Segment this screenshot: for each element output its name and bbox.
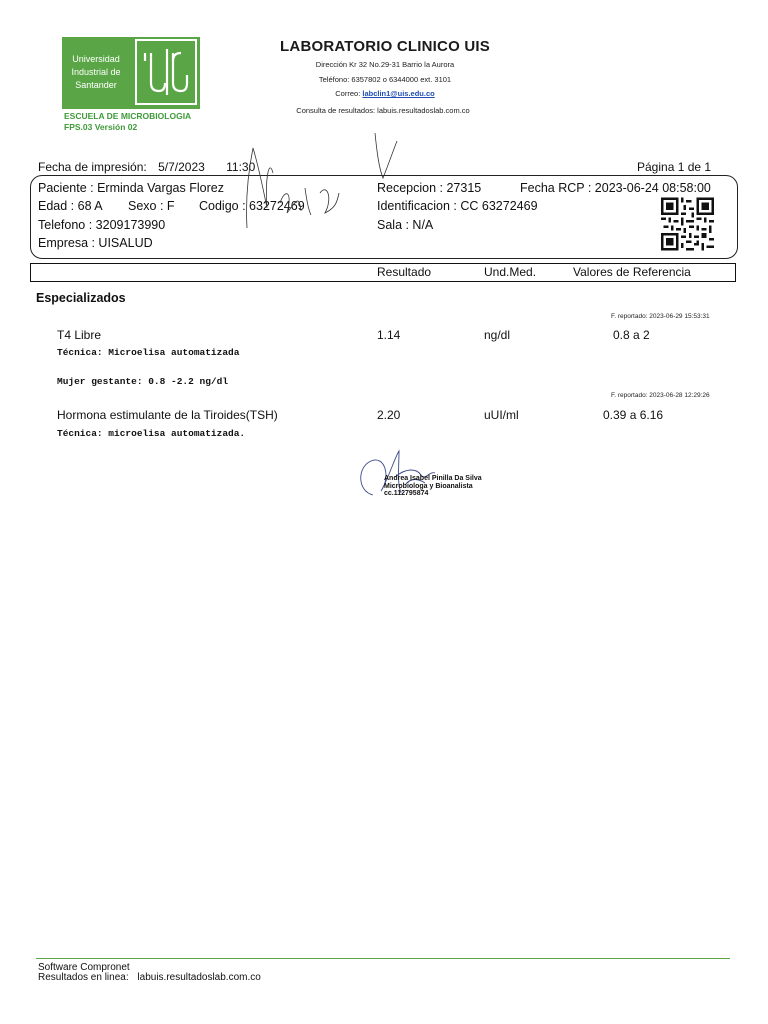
print-date-row: [38, 160, 255, 174]
test-1-note-pregnancy: Mujer gestante: 0.8 -2.2 ng/dl: [57, 376, 229, 387]
university-name: [66, 53, 126, 92]
print-date-label: Fecha de impresión:: [38, 160, 147, 174]
patient-room: Sala : N/A: [377, 218, 434, 232]
university-line-1: Universidad: [72, 54, 120, 64]
test-1-note-technique: Técnica: Microelisa automatizada: [57, 347, 240, 358]
footer-divider: [36, 958, 730, 959]
column-unit: Und.Med.: [484, 265, 537, 279]
reception-number: Recepcion : 27315: [377, 181, 482, 195]
handwritten-marks: [225, 133, 425, 233]
qr-code-icon: [661, 197, 714, 251]
school-block: [64, 111, 191, 133]
school-name: ESCUELA DE MICROBIOLOGIA: [64, 111, 192, 121]
lab-results-site: Consulta de resultados: labuis.resultadoslab.com.co: [296, 106, 470, 115]
lab-email-label: Correo:: [335, 89, 361, 98]
uis-emblem-icon: [135, 39, 197, 105]
patient-identification: Identificacion : CC 63272469: [377, 199, 538, 213]
column-result: Resultado: [377, 265, 432, 279]
column-reference: Valores de Referencia: [573, 265, 691, 279]
print-date: 5/7/2023: [158, 160, 205, 174]
patient-name: Paciente : Erminda Vargas Florez: [38, 181, 224, 195]
test-1-unit: ng/dl: [484, 328, 511, 342]
signer-name: Andrea Isabel Pinilla Da Silva: [384, 475, 482, 482]
test-2-reference: 0.39 a 6.16: [603, 408, 664, 422]
footer-software: Software Compronet: [38, 962, 130, 973]
section-title: Especializados: [36, 291, 126, 305]
patient-phone: Telefono : 3209173990: [38, 218, 166, 232]
test-2-unit: uUI/ml: [484, 408, 519, 422]
signature-block: [384, 475, 482, 498]
patient-company: Empresa : UISALUD: [38, 236, 153, 250]
lab-address: Dirección Kr 32 No.29-31 Barrio la Aurora: [315, 60, 455, 69]
test-2-name: Hormona estimulante de la Tiroides(TSH): [57, 408, 278, 422]
lab-email-line: [240, 89, 530, 98]
test-2-reported: F. reportado: 2023-06-28 12:29:26: [611, 392, 710, 399]
footer-online-url[interactable]: labuis.resultadoslab.com.co: [137, 972, 261, 983]
print-time: 11:30: [226, 160, 256, 174]
test-1-reference: 0.8 a 2: [613, 328, 650, 342]
form-code: FPS.03 Versión 02: [64, 122, 138, 132]
test-2-note-technique: Técnica: microelisa automatizada.: [57, 428, 246, 439]
footer-online-label: Resultados en linea:: [38, 972, 129, 983]
test-1-result: 1.14: [377, 328, 401, 342]
lab-title: LABORATORIO CLINICO UIS: [280, 38, 490, 55]
patient-age: Edad : 68 A: [38, 199, 103, 213]
lab-email-link[interactable]: labclin1@uis.edu.co: [362, 89, 435, 98]
patient-sex: Sexo : F: [128, 199, 175, 213]
university-line-3: Santander: [75, 80, 117, 90]
page-number: Página 1 de 1: [637, 160, 712, 174]
test-2-result: 2.20: [377, 408, 401, 422]
test-1-name: T4 Libre: [57, 328, 102, 342]
lab-phone: Teléfono: 6357802 o 6344000 ext. 3101: [318, 75, 452, 84]
footer-online: [38, 972, 261, 983]
signer-id: cc.112795874: [384, 490, 429, 497]
patient-code: Codigo : 63272469: [199, 199, 305, 213]
signer-title: Microbiologa y Bioanalista: [384, 482, 473, 490]
university-line-2: Industrial de: [71, 67, 121, 77]
test-1-reported: F. reportado: 2023-06-29 15:53:31: [611, 313, 710, 320]
rcp-date: Fecha RCP : 2023-06-24 08:58:00: [520, 181, 711, 195]
